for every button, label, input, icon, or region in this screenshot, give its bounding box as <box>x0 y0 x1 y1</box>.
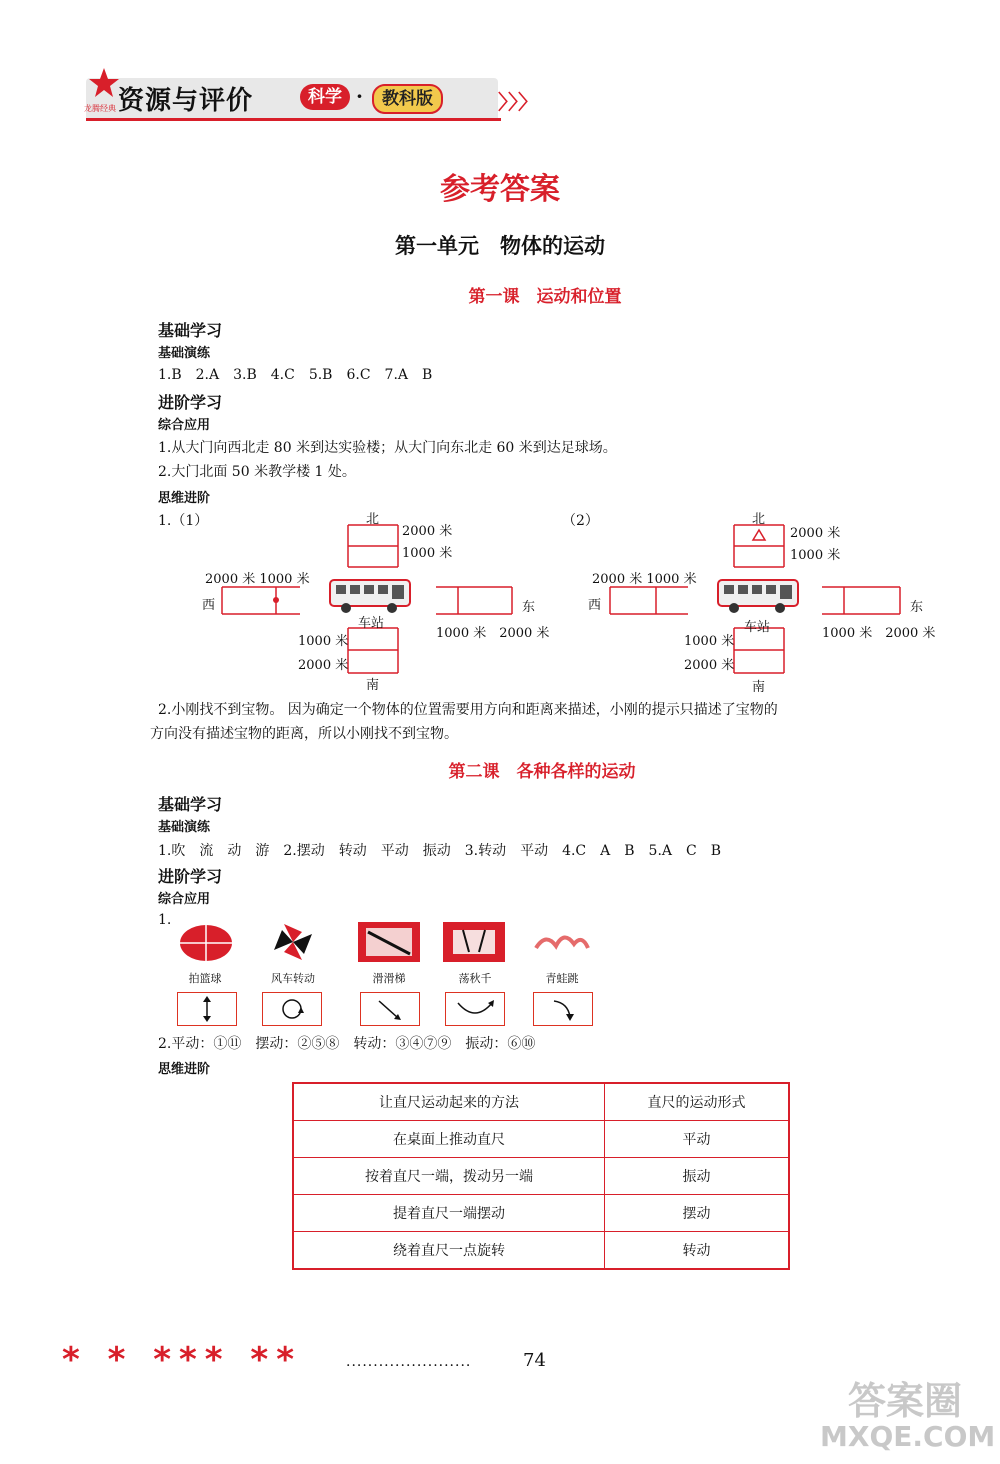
table-row <box>293 1232 789 1270</box>
d1-n-1000: 1000 米 <box>402 546 453 561</box>
d2-station: 车站 <box>744 620 771 635</box>
edition-badge: 教科版 <box>372 84 443 114</box>
watermark-url: MXQE.COM <box>820 1420 996 1453</box>
table-row <box>293 1195 789 1232</box>
l2-q1-label: 1. <box>158 912 172 928</box>
bus-icon-2 <box>716 576 800 616</box>
caption-basketball: 拍篮球 <box>188 972 222 985</box>
l2-basic-heading: 基础学习 <box>158 795 223 814</box>
table-header: 让直尺运动起来的方法 <box>293 1083 605 1121</box>
slide-image <box>358 922 420 962</box>
d1-w-pair: 2000 米 1000 米 <box>205 572 310 587</box>
subject-badge: 科学 <box>300 84 350 110</box>
d2-north: 北 <box>752 512 766 527</box>
bus-icon-1 <box>328 576 412 616</box>
caption-slide: 滑滑梯 <box>372 972 406 985</box>
table-cell: 振动 <box>605 1158 789 1195</box>
watermark-logo: 答案圈 <box>848 1379 963 1423</box>
unit-title: 第一单元 物体的运动 <box>395 234 605 258</box>
d2-south: 南 <box>752 680 766 695</box>
rotation-arrow-box <box>262 992 322 1026</box>
d1-west: 西 <box>202 598 216 613</box>
arc-arrow-icon <box>446 993 504 1025</box>
d1-north: 北 <box>366 512 380 527</box>
l2-q2-answer: 2.平动：①⑪ 摆动：②⑤⑧ 转动：③④⑦⑨ 振动：⑥⑩ <box>158 1036 536 1052</box>
logo-text: 龙腾经典 <box>84 104 116 113</box>
l1-drill-heading: 基础演练 <box>158 346 211 361</box>
swing-image <box>443 922 505 962</box>
header-chevrons: 〉〉〉 <box>498 90 538 114</box>
d1-east: 东 <box>522 600 536 615</box>
direction-diagrams <box>0 0 1000 700</box>
basketball-image <box>175 922 237 962</box>
table-cell: 在桌面上推动直尺 <box>293 1121 605 1158</box>
d2-s-2000: 2000 米 <box>684 658 735 673</box>
updown-arrow-box <box>177 992 237 1026</box>
caption-frog: 青蛙跳 <box>545 972 579 985</box>
d1-s-1000: 1000 米 <box>298 634 349 649</box>
diagonal-arrow-box <box>360 992 420 1026</box>
l1-apply-2: 2.大门北面 50 米教学楼 1 处。 <box>158 464 356 480</box>
l1-apply-1: 1.从大门向西北走 80 米到达实验楼；从大门向东北走 60 米到达足球场。 <box>158 440 617 456</box>
curve-arrow-icon <box>534 993 592 1025</box>
d2-east: 东 <box>910 600 924 615</box>
d2-west: 西 <box>588 598 602 613</box>
l1-ans2-line2: 方向没有描述宝物的距离，所以小刚找不到宝物。 <box>150 726 458 742</box>
l1-apply-heading: 综合应用 <box>158 418 211 433</box>
l1-basic-heading: 基础学习 <box>158 321 223 340</box>
l1-q1-label: 1.（1） <box>158 513 209 529</box>
table-cell: 绕着直尺一点旋转 <box>293 1232 605 1270</box>
footer-dots: ······················· <box>346 1358 472 1374</box>
table-header-row <box>293 1083 789 1121</box>
d2-e-pair: 1000 米 2000 米 <box>822 626 936 641</box>
lesson2-title: 第二课 各种各样的运动 <box>448 762 636 782</box>
table-cell: 摆动 <box>605 1195 789 1232</box>
ruler-motion-table <box>292 1082 790 1270</box>
page-title: 参考答案 <box>440 172 560 207</box>
table-cell: 转动 <box>605 1232 789 1270</box>
l2-adv-heading: 进阶学习 <box>158 867 223 886</box>
d2-s-1000: 1000 米 <box>684 634 735 649</box>
l1-drill-answers: 1.B 2.A 3.B 4.C 5.B 6.C 7.A B <box>158 367 433 383</box>
d1-n-2000: 2000 米 <box>402 524 453 539</box>
l2-drill-answers: 1.吹 流 动 游 2.摆动 转动 平动 振动 3.转动 平动 4.C A B 5.A C B <box>158 843 722 859</box>
d1-e-pair: 1000 米 2000 米 <box>436 626 550 641</box>
table-row <box>293 1121 789 1158</box>
d1-south: 南 <box>366 678 380 693</box>
l2-apply-heading: 综合应用 <box>158 892 211 907</box>
frog-image <box>530 922 592 962</box>
table-cell: 按着直尺一端，拨动另一端 <box>293 1158 605 1195</box>
lesson1-title: 第一课 运动和位置 <box>468 287 622 307</box>
l2-drill-heading: 基础演练 <box>158 820 211 835</box>
d2-n-1000: 1000 米 <box>790 548 841 563</box>
caption-swing: 荡秋千 <box>458 972 492 985</box>
updown-arrow-icon <box>178 993 236 1025</box>
caption-pinwheel: 风车转动 <box>271 972 315 985</box>
l1-ans2-line1: 2.小刚找不到宝物。 因为确定一个物体的位置需要用方向和距离来描述，小刚的提示只描述了宝物的 <box>158 702 778 718</box>
header-dot: · <box>356 84 363 108</box>
diagonal-arrow-icon <box>361 993 419 1025</box>
d1-s-2000: 2000 米 <box>298 658 349 673</box>
table-row <box>293 1158 789 1195</box>
arc-arrow-box <box>445 992 505 1026</box>
pinwheel-image <box>262 922 324 962</box>
jump-arrow-box <box>533 992 593 1026</box>
l1-adv-heading: 进阶学习 <box>158 393 223 412</box>
d2-n-2000: 2000 米 <box>790 526 841 541</box>
series-title: 资源与评价 <box>118 86 254 116</box>
circle-arrow-icon <box>263 993 321 1025</box>
footer-stars: * * *** ** <box>62 1340 302 1380</box>
l1-think-heading: 思维进阶 <box>158 491 211 506</box>
table-cell: 提着直尺一端摆动 <box>293 1195 605 1232</box>
l1-q2-label: （2） <box>562 513 599 529</box>
d2-w-pair: 2000 米 1000 米 <box>592 572 697 587</box>
table-cell: 平动 <box>605 1121 789 1158</box>
page-number: 74 <box>523 1350 546 1371</box>
l2-think-heading: 思维进阶 <box>158 1062 211 1077</box>
d1-station: 车站 <box>358 616 385 631</box>
table-header: 直尺的运动形式 <box>605 1083 789 1121</box>
